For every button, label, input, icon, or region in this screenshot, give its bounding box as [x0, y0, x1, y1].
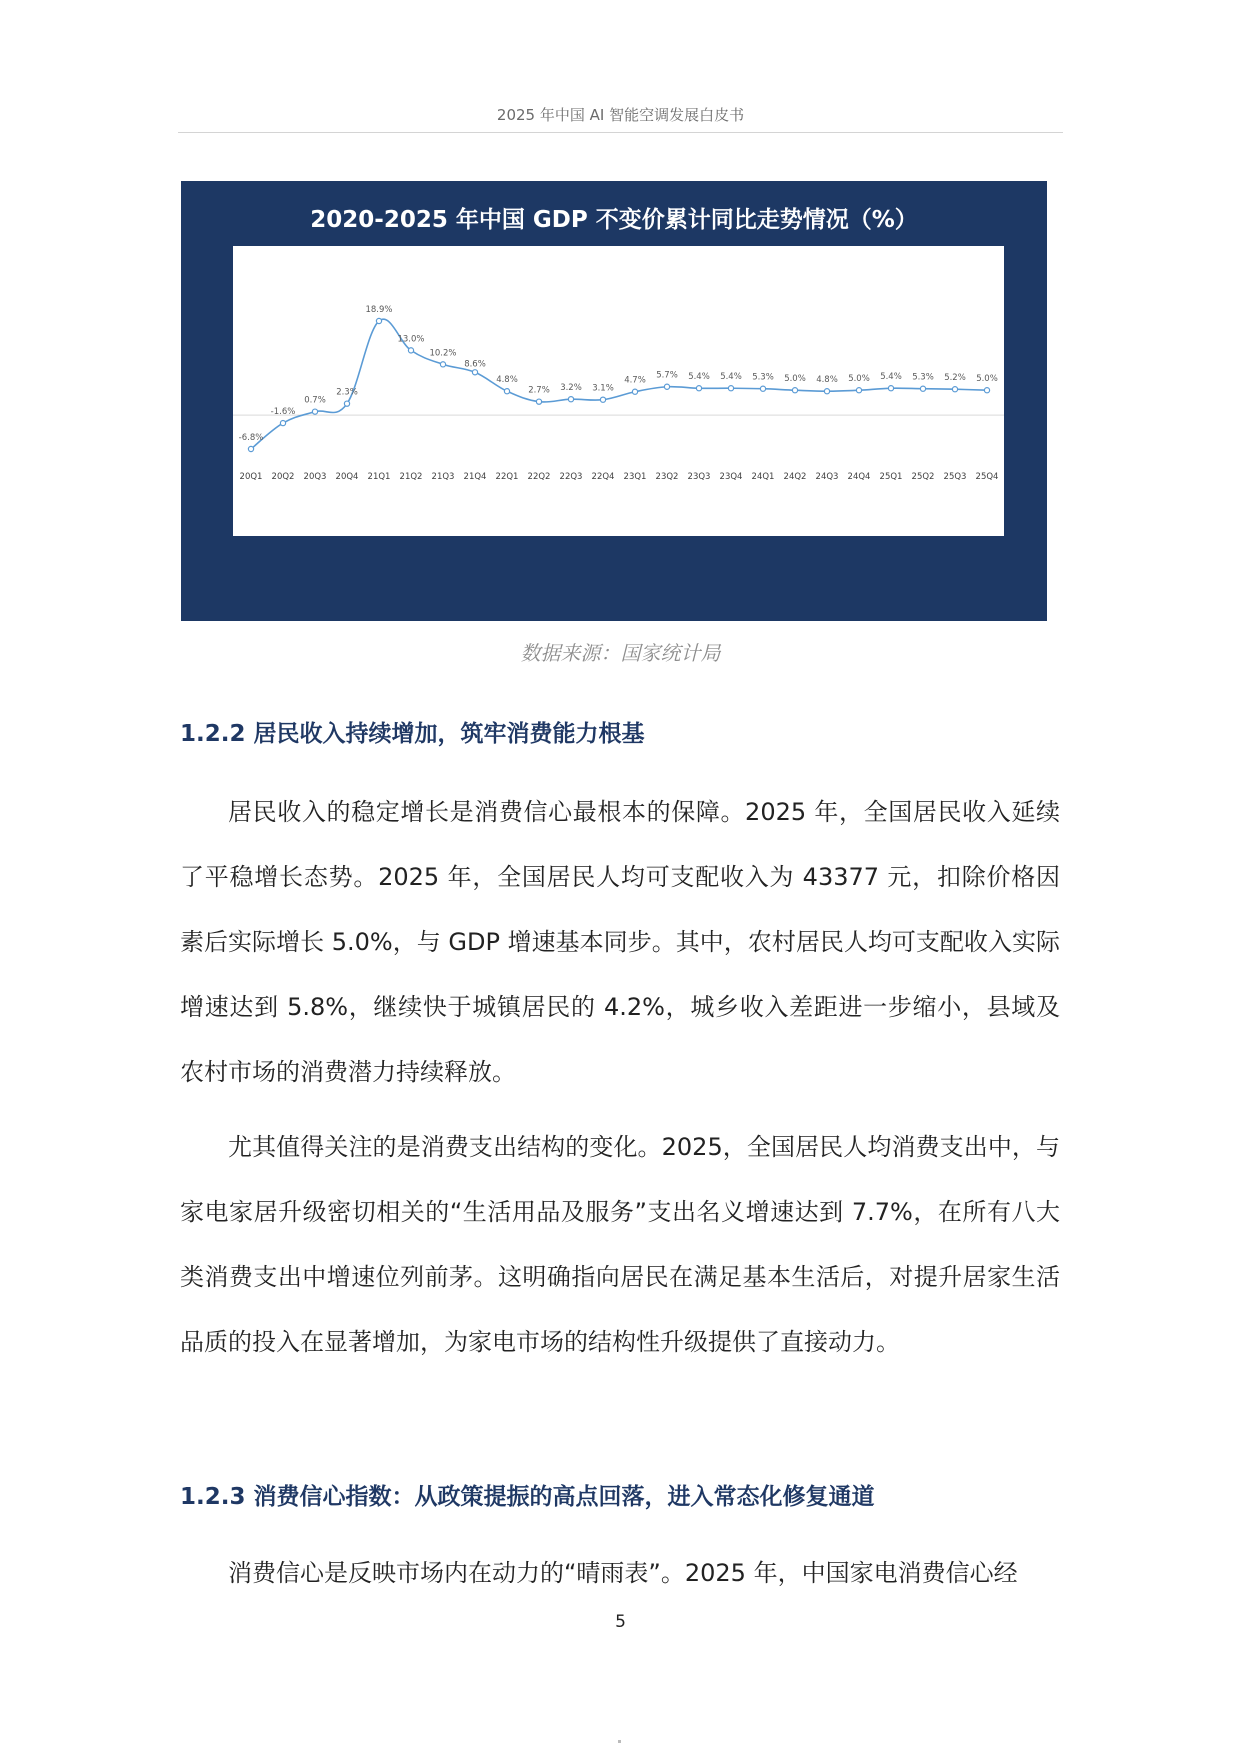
x-tick-label: 24Q1	[751, 472, 775, 482]
data-label: 10.2%	[429, 348, 457, 359]
data-point	[536, 399, 541, 404]
data-point	[600, 397, 605, 402]
data-label: 5.7%	[656, 370, 678, 381]
x-tick-label: 20Q3	[303, 472, 327, 482]
data-point	[856, 388, 861, 393]
x-tick-label: 24Q2	[783, 472, 807, 482]
x-tick-label: 20Q2	[271, 472, 295, 482]
data-label: 4.8%	[496, 375, 518, 386]
data-point	[696, 386, 701, 391]
figure-caption: 数据来源：国家统计局	[520, 641, 721, 665]
gdp-line-chart	[233, 246, 1004, 536]
data-label: 5.0%	[784, 374, 806, 385]
section-heading-1-2-3: 1.2.3 消费信心指数：从政策提振的高点回落，进入常态化修复通道	[180, 1484, 875, 1510]
data-point	[760, 386, 765, 391]
data-label: 3.2%	[560, 383, 582, 394]
x-tick-label: 22Q3	[559, 472, 583, 482]
section-heading-1-2-2: 1.2.2 居民收入持续增加，筑牢消费能力根基	[180, 721, 645, 747]
data-point	[472, 370, 477, 375]
x-tick-label: 23Q3	[687, 472, 711, 482]
data-label: 5.0%	[976, 374, 998, 385]
data-label: 5.4%	[720, 372, 742, 383]
data-point	[312, 409, 317, 414]
data-label: 5.3%	[752, 372, 774, 383]
x-tick-label: 21Q4	[463, 472, 487, 482]
data-label: 5.3%	[912, 372, 934, 383]
data-label: 5.2%	[944, 373, 966, 384]
data-point	[632, 389, 637, 394]
x-tick-label: 24Q4	[847, 472, 871, 482]
x-tick-label: 21Q2	[399, 472, 423, 482]
data-label: 2.7%	[528, 385, 550, 396]
x-tick-label: 25Q4	[975, 472, 999, 482]
x-tick-label: 25Q3	[943, 472, 967, 482]
data-label: -1.6%	[270, 407, 296, 418]
paragraph-confidence: 消费信心是反映市场内在动力的“晴雨表”。2025 年，中国家电消费信心经	[228, 1559, 1018, 1587]
series-line-gdp	[251, 319, 987, 449]
data-point	[888, 386, 893, 391]
x-tick-label: 22Q1	[495, 472, 519, 482]
gdp-chart-figure	[181, 181, 1047, 621]
data-point	[376, 318, 381, 323]
page-number: 5	[615, 1612, 626, 1632]
data-point	[984, 388, 989, 393]
x-tick-label: 24Q3	[815, 472, 839, 482]
data-point	[344, 401, 349, 406]
x-tick-label: 21Q3	[431, 472, 455, 482]
x-tick-label: 22Q2	[527, 472, 551, 482]
chart-title: 2020-2025 年中国 GDP 不变价累计同比走势情况（%）	[310, 207, 918, 233]
paragraph-consumption: 尤其值得关注的是消费支出结构的变化。2025，全国居民人均消费支出中，与家电家居升级密切相关的“生活用品及服务”支出名义增速达到 7.7%，在所有八大类消费支出中增速位列前茅。这明确指向居民在满足基本生活后，对提升居家生活品质的投入在显著增加，为家电市场的结构性升级提供了直接动力。	[180, 1133, 1060, 1356]
data-label: 13.0%	[397, 334, 425, 345]
data-label: 5.4%	[880, 372, 902, 383]
data-point	[952, 387, 957, 392]
x-tick-label: 20Q1	[239, 472, 263, 482]
x-tick-label: 20Q4	[335, 472, 359, 482]
data-label: 0.7%	[304, 395, 326, 406]
data-label: 3.1%	[592, 383, 614, 394]
x-tick-label: 25Q2	[911, 472, 935, 482]
data-label: 18.9%	[365, 305, 393, 315]
data-label: -6.8%	[238, 433, 264, 443]
header-divider	[178, 132, 1063, 133]
data-point	[408, 348, 413, 353]
data-label: 5.0%	[848, 374, 870, 385]
data-point	[280, 421, 285, 426]
data-point	[824, 389, 829, 394]
x-tick-label: 23Q4	[719, 472, 743, 482]
data-label: 2.3%	[336, 387, 358, 398]
data-point	[248, 446, 253, 451]
data-point	[792, 388, 797, 393]
data-label: 8.6%	[464, 359, 486, 370]
footer-mark	[618, 1740, 621, 1743]
x-tick-label: 23Q1	[623, 472, 647, 482]
data-point	[504, 389, 509, 394]
data-label: 4.7%	[624, 375, 646, 386]
x-tick-label: 23Q2	[655, 472, 679, 482]
paragraph-income: 居民收入的稳定增长是消费信心最根本的保障。2025 年，全国居民收入延续了平稳增长态势。2025 年，全国居民人均可支配收入为 43377 元，扣除价格因素后实际增长 5.0%，与 GDP 增速基本同步。其中，农村居民人均可支配收入实际增速达到 5.8%，继续快于城镇居民的 4.2%，城乡收入差距进一步缩小，县域及农村市场的消费潜力持续释放。	[180, 798, 1060, 1086]
data-point	[568, 397, 573, 402]
data-label: 5.4%	[688, 372, 710, 383]
x-tick-label: 22Q4	[591, 472, 615, 482]
running-header: 2025 年中国 AI 智能空调发展白皮书	[496, 106, 745, 124]
chart-plot-area	[233, 246, 1004, 536]
data-point	[440, 362, 445, 367]
x-tick-label: 21Q1	[367, 472, 391, 482]
data-label: 4.8%	[816, 375, 838, 386]
data-point	[728, 386, 733, 391]
data-point	[664, 384, 669, 389]
data-point	[920, 386, 925, 391]
x-tick-label: 25Q1	[879, 472, 903, 482]
